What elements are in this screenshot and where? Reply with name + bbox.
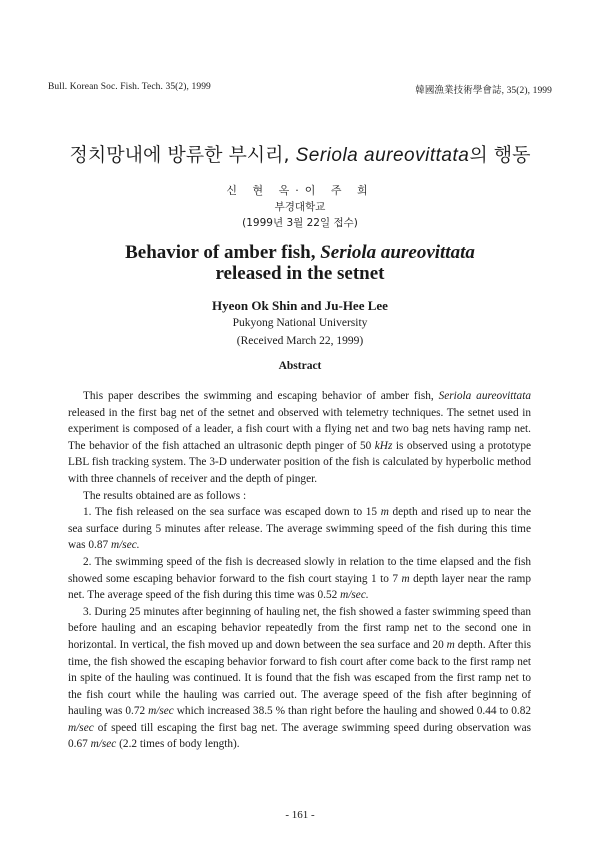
abstract-body bbox=[68, 388, 531, 753]
english-authors: Hyeon Ok Shin and Ju-Hee Lee bbox=[212, 298, 388, 313]
journal-citation-ko: 韓國漁業技術學會誌, 35(2), 1999 bbox=[415, 86, 552, 96]
korean-affiliation: 부경대학교 bbox=[274, 201, 326, 213]
abstract-result-1: 1. The fish released on the sea surface was escaped down to 15 m depth and rised up to near the sea surface during 5 minutes after release. The average swimming speed of the fish during this time was 0.87 m/sec. bbox=[68, 506, 531, 552]
english-title-line2: released in the setnet bbox=[215, 263, 385, 284]
english-title bbox=[0, 242, 600, 284]
korean-title-species: Seriola aureovittata bbox=[295, 145, 470, 166]
english-title-prefix: Behavior of amber fish, bbox=[125, 242, 321, 263]
journal-citation-en: Bull. Korean Soc. Fish. Tech. 35(2), 1999 bbox=[48, 82, 211, 92]
abstract-result-3: 3. During 25 minutes after beginning of hauling net, the fish showed a faster swimming speed than before hauling and an escaping behavior repeatedly from the first ramp net to the second one in horizontal. In vertical, the fish moved up and down between the sea surface and 20 m depth. After this time, the fish showed the escaping behavior forward to fish court after come back to the first ramp net in spite of the hauling was continued. It is found that the fish was escaped from the first ramp net to the fish court while the hauling was carried out. The average speed of the fish after beginning of hauling was 0.72 m/sec which increased 38.5 % than right before the hauling and showed 0.44 to 0.82 m/sec of speed till escaping the first bag net. The average swimming speed during observation was 0.67 m/sec (2.2 times of body length). bbox=[68, 605, 531, 751]
english-affiliation: Pukyong National University bbox=[232, 317, 368, 329]
korean-title-suffix: 의 행동 bbox=[469, 144, 531, 166]
page-number: - 161 - bbox=[285, 809, 315, 821]
english-received-date: (Received March 22, 1999) bbox=[236, 335, 364, 347]
english-title-species: Seriola aureovittata bbox=[320, 242, 475, 263]
abstract-paragraph: This paper describes the swimming and escaping behavior of amber fish, Seriola aureovittata released in the first bag net of the setnet and observed with telemetry techniques. The setnet used in experiment is composed of a leader, a fish court with a flying net and two bag nets having ramp net. The behavior of the fish attached an ultrasonic depth pinger of 50 kHz is observed using a prototype LBL fish tracking system. The 3-D underwater position of the fish is calculated by hyperbolic method with three channels of receiver and the depth of pinger. bbox=[68, 390, 531, 485]
abstract-heading: Abstract bbox=[278, 360, 322, 372]
korean-title bbox=[0, 140, 600, 167]
running-header bbox=[48, 82, 552, 96]
korean-title-prefix: 정치망내에 방류한 부시리, bbox=[69, 144, 296, 166]
korean-authors: 신 현 옥·이 주 희 bbox=[226, 184, 374, 197]
korean-received-date: (1999년 3월 22일 접수) bbox=[242, 217, 358, 229]
abstract-result-2: 2. The swimming speed of the fish is decreased slowly in relation to the time elapsed and the fish showed some escaping behavior forward to the fish court staying 1 to 7 m depth layer near the ramp net. The average speed of the fish during this time was 0.52 m/sec. bbox=[68, 555, 531, 602]
abstract-paragraph: The results obtained are as follows : bbox=[83, 489, 247, 502]
